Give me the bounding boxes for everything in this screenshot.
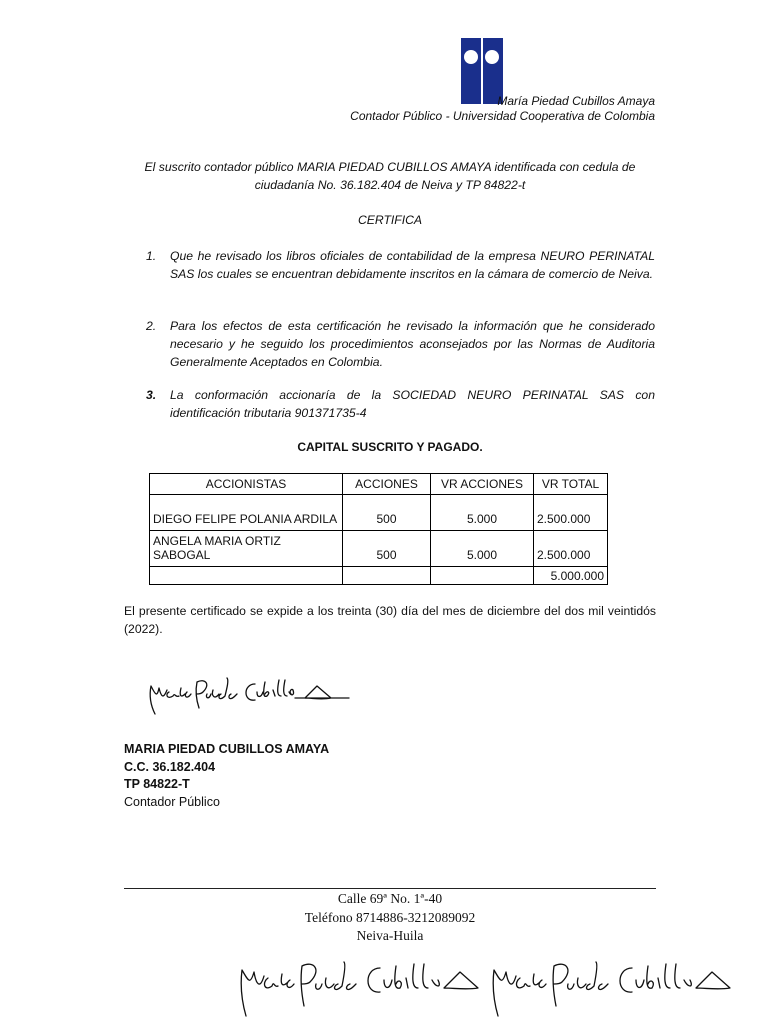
capital-title: CAPITAL SUSCRITO Y PAGADO. bbox=[297, 440, 483, 454]
row-2-vr-total: 2.500.000 bbox=[534, 531, 608, 567]
row-2-acciones: 500 bbox=[343, 531, 431, 567]
signature-image-footer bbox=[230, 950, 750, 1020]
row-1-name: DIEGO FELIPE POLANIA ARDILA bbox=[150, 495, 343, 531]
intro-line-2: ciudadanía No. 36.182.404 de Neiva y TP 84822-t bbox=[254, 178, 526, 192]
signer-cc: C.C. 36.182.404 bbox=[124, 760, 216, 774]
signer-role: Contador Público bbox=[124, 795, 220, 809]
header-name: María Piedad Cubillos Amaya bbox=[497, 94, 655, 108]
table-row bbox=[150, 495, 608, 531]
total-value: 5.000.000 bbox=[534, 567, 608, 585]
item-2-text: Para los efectos de esta certificación he revisado la información que he considerado necesario y he seguido los procedimientos aconsejados por las Normas de Auditoria Generalmente Aceptados en Colombia. bbox=[170, 319, 655, 369]
row-1-vr-total: 2.500.000 bbox=[534, 495, 608, 531]
header-accionistas: ACCIONISTAS bbox=[150, 474, 343, 495]
table-header-row bbox=[150, 474, 608, 495]
item-1-number: 1. bbox=[146, 249, 157, 263]
header-title: Contador Público - Universidad Cooperativa de Colombia bbox=[350, 109, 655, 123]
item-3-number: 3. bbox=[146, 388, 157, 402]
item-3-text: La conformación accionaría de la SOCIEDAD NEURO PERINATAL SAS con identificación tributaria 901371735-4 bbox=[170, 388, 655, 420]
row-2-vr-acciones: 5.000 bbox=[431, 531, 534, 567]
signature-image bbox=[145, 668, 355, 718]
signer-tp: TP 84822-T bbox=[124, 777, 190, 791]
footer-phone: Teléfono 8714886-3212089092 bbox=[304, 910, 476, 925]
header-vr-acciones: VR ACCIONES bbox=[431, 474, 534, 495]
footer-city: Neiva-Huila bbox=[356, 928, 424, 943]
footer-address: Calle 69ª No. 1ª-40 bbox=[337, 891, 443, 906]
closing-paragraph: El presente certificado se expide a los treinta (30) día del mes de diciembre del dos mil veintidós (2022). bbox=[124, 604, 656, 636]
header-vr-total: VR TOTAL bbox=[534, 474, 608, 495]
row-2-name: ANGELA MARIA ORTIZ SABOGAL bbox=[150, 531, 343, 567]
header-acciones: ACCIONES bbox=[343, 474, 431, 495]
row-1-acciones: 500 bbox=[343, 495, 431, 531]
footer-divider bbox=[124, 888, 656, 889]
item-1-text: Que he revisado los libros oficiales de contabilidad de la empresa NEURO PERINATAL SAS los cuales se encuentran debidamente inscritos en la cámara de comercio de Neiva. bbox=[170, 249, 655, 281]
intro-line-1: El suscrito contador público MARIA PIEDAD CUBILLOS AMAYA identificada con cedula de bbox=[144, 160, 636, 174]
shareholders-table bbox=[149, 473, 608, 585]
item-2-number: 2. bbox=[146, 319, 157, 333]
signer-name: MARIA PIEDAD CUBILLOS AMAYA bbox=[124, 742, 330, 756]
row-1-vr-acciones: 5.000 bbox=[431, 495, 534, 531]
table-row bbox=[150, 531, 608, 567]
table-total-row bbox=[150, 567, 608, 585]
certifica-heading: CERTIFICA bbox=[357, 213, 423, 227]
